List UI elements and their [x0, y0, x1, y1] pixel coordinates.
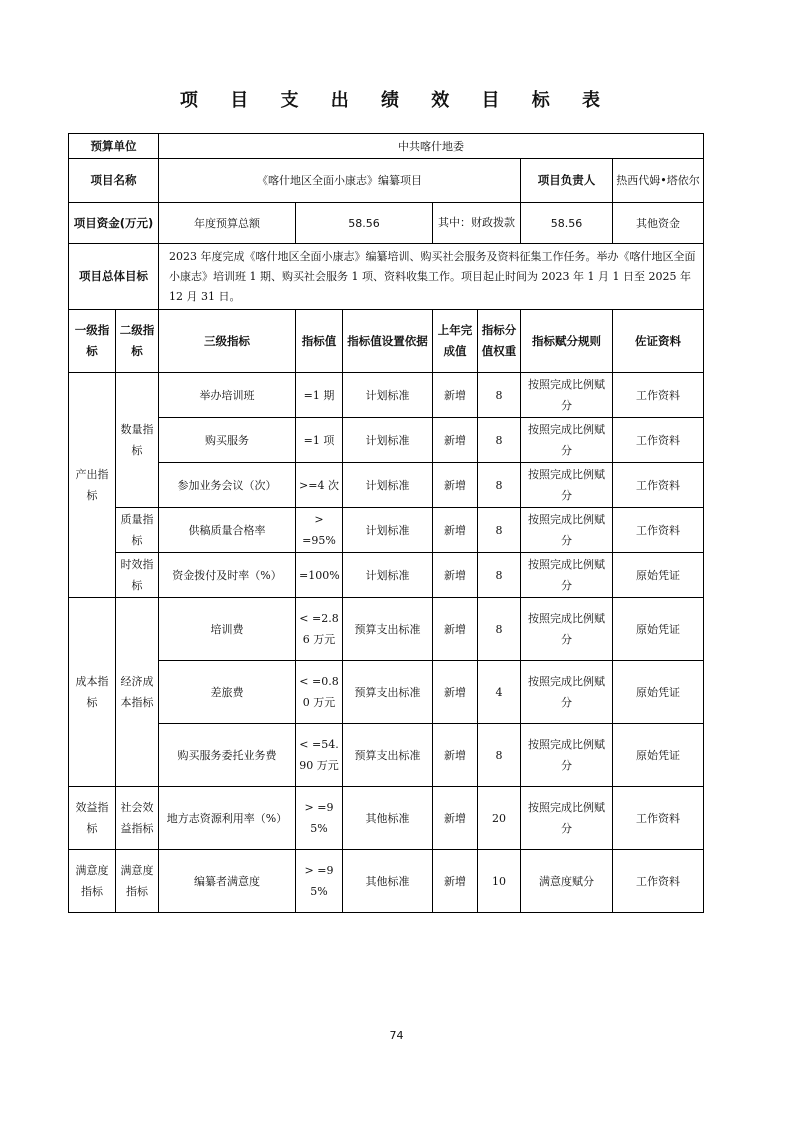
indicator-rule: 按照完成比例赋分: [521, 787, 613, 850]
page-title: 项 目 支 出 绩 效 目 标 表: [179, 90, 614, 111]
project-leader-label: 项目负责人: [521, 159, 613, 203]
col-level3: 三级指标: [159, 310, 296, 373]
table-row: [69, 661, 704, 724]
indicator-value: =100%: [296, 553, 343, 598]
indicator-rule: 按照完成比例赋分: [521, 553, 613, 598]
indicator-basis: 预算支出标准: [343, 724, 433, 787]
col-basis: 指标值设置依据: [343, 310, 433, 373]
indicator-name: 供稿质量合格率: [159, 508, 296, 553]
indicator-weight: 20: [478, 787, 521, 850]
table-row: [69, 463, 704, 508]
annual-budget-value: 58.56: [296, 203, 433, 244]
table-row: [69, 598, 704, 661]
indicator-weight: 8: [478, 463, 521, 508]
group-cost: 成本指标: [69, 598, 116, 787]
indicator-value: > =95%: [296, 508, 343, 553]
indicator-evidence: 原始凭证: [613, 661, 704, 724]
page-number: 74: [389, 1029, 404, 1042]
indicator-evidence: 工作资料: [613, 787, 704, 850]
indicator-weight: 8: [478, 373, 521, 418]
budget-unit-value: 中共喀什地委: [159, 134, 704, 159]
indicator-basis: 预算支出标准: [343, 661, 433, 724]
group-benefit: 效益指标: [69, 787, 116, 850]
indicator-evidence: 工作资料: [613, 463, 704, 508]
indicator-name: 资金拨付及时率（%）: [159, 553, 296, 598]
group-quality: 质量指标: [116, 508, 159, 553]
indicator-last-year: 新增: [433, 508, 478, 553]
indicator-last-year: 新增: [433, 850, 478, 913]
project-name-row: [69, 159, 704, 203]
group-satisfaction-sub: 满意度指标: [116, 850, 159, 913]
col-weight: 指标分值权重: [478, 310, 521, 373]
table-row: [69, 787, 704, 850]
other-funds-label: 其他资金: [613, 203, 704, 244]
group-quantity: 数量指标: [116, 373, 159, 508]
indicator-evidence: 工作资料: [613, 508, 704, 553]
indicator-basis: 计划标准: [343, 373, 433, 418]
indicator-value: < =54.90 万元: [296, 724, 343, 787]
budget-unit-row: [69, 134, 704, 159]
indicator-rule: 按照完成比例赋分: [521, 463, 613, 508]
indicator-value: =1 项: [296, 418, 343, 463]
indicator-name: 举办培训班: [159, 373, 296, 418]
indicator-name: 差旅费: [159, 661, 296, 724]
indicator-name: 地方志资源利用率（%）: [159, 787, 296, 850]
indicator-value: =1 期: [296, 373, 343, 418]
performance-target-table: [68, 133, 704, 913]
indicator-name: 培训费: [159, 598, 296, 661]
indicator-evidence: 原始凭证: [613, 598, 704, 661]
indicator-basis: 计划标准: [343, 463, 433, 508]
fiscal-value: 58.56: [521, 203, 613, 244]
overall-goal-label: 项目总体目标: [69, 244, 159, 310]
indicator-weight: 8: [478, 598, 521, 661]
col-rule: 指标赋分规则: [521, 310, 613, 373]
funds-row: [69, 203, 704, 244]
indicator-value: > =95%: [296, 850, 343, 913]
indicator-weight: 4: [478, 661, 521, 724]
indicator-name: 购买服务委托业务费: [159, 724, 296, 787]
table-row: [69, 508, 704, 553]
indicator-weight: 8: [478, 724, 521, 787]
indicator-last-year: 新增: [433, 553, 478, 598]
indicator-last-year: 新增: [433, 724, 478, 787]
project-name-label: 项目名称: [69, 159, 159, 203]
group-social-benefit: 社会效益指标: [116, 787, 159, 850]
col-value: 指标值: [296, 310, 343, 373]
table-row: [69, 418, 704, 463]
indicator-weight: 8: [478, 553, 521, 598]
project-leader-value: 热西代姆•塔依尔: [613, 159, 704, 203]
col-evidence: 佐证资料: [613, 310, 704, 373]
group-timeliness: 时效指标: [116, 553, 159, 598]
indicator-basis: 计划标准: [343, 508, 433, 553]
group-output: 产出指标: [69, 373, 116, 598]
indicator-last-year: 新增: [433, 418, 478, 463]
indicator-last-year: 新增: [433, 787, 478, 850]
column-header-row: [69, 310, 704, 373]
indicator-rule: 按照完成比例赋分: [521, 724, 613, 787]
indicator-last-year: 新增: [433, 661, 478, 724]
indicator-basis: 预算支出标准: [343, 598, 433, 661]
indicator-rule: 按照完成比例赋分: [521, 373, 613, 418]
project-name-value: 《喀什地区全面小康志》编纂项目: [159, 159, 521, 203]
indicator-rule: 按照完成比例赋分: [521, 418, 613, 463]
group-economic-cost: 经济成本指标: [116, 598, 159, 787]
budget-unit-label: 预算单位: [69, 134, 159, 159]
table-row: [69, 850, 704, 913]
indicator-last-year: 新增: [433, 598, 478, 661]
indicator-evidence: 工作资料: [613, 418, 704, 463]
indicator-last-year: 新增: [433, 373, 478, 418]
overall-goal-row: [69, 244, 704, 310]
table-row: [69, 553, 704, 598]
indicator-rule: 满意度赋分: [521, 850, 613, 913]
indicator-basis: 计划标准: [343, 553, 433, 598]
indicator-basis: 其他标准: [343, 850, 433, 913]
indicator-weight: 8: [478, 418, 521, 463]
col-last-year: 上年完成值: [433, 310, 478, 373]
funds-label: 项目资金(万元): [69, 203, 159, 244]
indicator-evidence: 工作资料: [613, 850, 704, 913]
indicator-value: < =0.80 万元: [296, 661, 343, 724]
indicator-evidence: 工作资料: [613, 373, 704, 418]
annual-budget-label: 年度预算总额: [159, 203, 296, 244]
indicator-basis: 其他标准: [343, 787, 433, 850]
indicator-name: 编纂者满意度: [159, 850, 296, 913]
overall-goal-text: 2023 年度完成《喀什地区全面小康志》编纂培训、购买社会服务及资料征集工作任务。举办《喀什地区全面小康志》培训班 1 期、购买社会服务 1 项、资料收集工作。项目起止时间为 2023 年 1 月 1 日至 2025 年 12 月 31 日。: [159, 244, 704, 310]
indicator-last-year: 新增: [433, 463, 478, 508]
indicator-value: > =95%: [296, 787, 343, 850]
indicator-value: < =2.86 万元: [296, 598, 343, 661]
indicator-weight: 10: [478, 850, 521, 913]
indicator-evidence: 原始凭证: [613, 724, 704, 787]
indicator-basis: 计划标准: [343, 418, 433, 463]
indicator-name: 购买服务: [159, 418, 296, 463]
indicator-evidence: 原始凭证: [613, 553, 704, 598]
indicator-weight: 8: [478, 508, 521, 553]
indicator-rule: 按照完成比例赋分: [521, 508, 613, 553]
indicator-value: >=4 次: [296, 463, 343, 508]
group-satisfaction: 满意度指标: [69, 850, 116, 913]
indicator-rule: 按照完成比例赋分: [521, 661, 613, 724]
col-level1: 一级指标: [69, 310, 116, 373]
col-level2: 二级指标: [116, 310, 159, 373]
indicator-name: 参加业务会议（次）: [159, 463, 296, 508]
fiscal-label: 其中：财政拨款: [433, 203, 521, 244]
table-row: [69, 373, 704, 418]
table-row: [69, 724, 704, 787]
indicator-rule: 按照完成比例赋分: [521, 598, 613, 661]
